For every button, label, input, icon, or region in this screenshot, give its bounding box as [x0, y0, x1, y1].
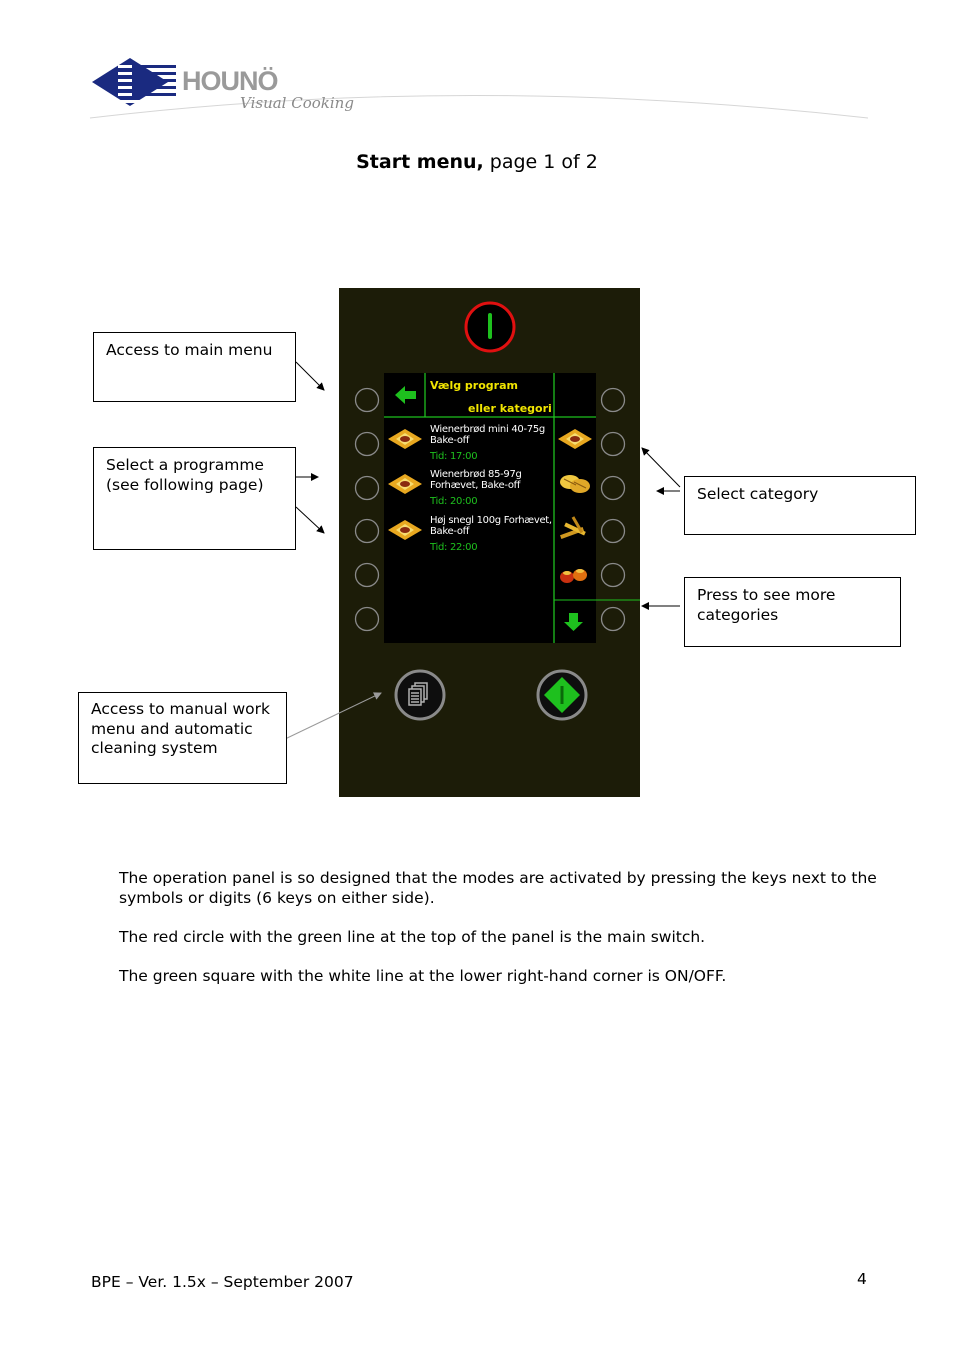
arrow-manual-menu [283, 693, 381, 740]
screen-heading-1: Vælg program [430, 379, 518, 392]
arrow-select-category-1 [642, 448, 680, 487]
callout-select-programme: Select a programme (see following page) [93, 447, 296, 550]
program-3-name[interactable]: Høj snegl 100g Forhævet, Bake-off [430, 515, 552, 537]
callout-main-menu: Access to main menu [93, 332, 296, 402]
footer-version: BPE – Ver. 1.5x – September 2007 [91, 1273, 354, 1291]
callout-select-category: Select category [684, 476, 916, 535]
page-title-bold: Start menu, [356, 151, 484, 173]
program-2-name[interactable]: Wienerbrød 85-97g Forhævet, Bake-off [430, 469, 522, 491]
logo-tagline: Visual Cooking [240, 94, 354, 112]
program-2-time: Tid: 20:00 [430, 496, 478, 507]
page-title-rest: page 1 of 2 [483, 151, 598, 173]
page-number: 4 [857, 1270, 867, 1288]
program-1-name[interactable]: Wienerbrød mini 40-75g Bake-off [430, 424, 545, 446]
paragraph-1: The operation panel is so designed that the modes are activated by pressing the keys next to the symbols or digits (6 keys on either side). [119, 869, 877, 907]
screen-heading-2: eller kategori [468, 402, 552, 415]
callout-more-categories: Press to see more categories [684, 577, 901, 647]
paragraph-2: The red circle with the green line at the top of the panel is the main switch. [119, 928, 706, 946]
program-1-time: Tid: 17:00 [430, 451, 478, 462]
logo-wordmark: HOUNÖ [182, 66, 278, 96]
program-3-time: Tid: 22:00 [430, 542, 478, 553]
paragraph-3: The green square with the white line at the lower right-hand corner is ON/OFF. [119, 967, 727, 985]
callout-manual-menu: Access to manual work menu and automatic cleaning system [78, 692, 287, 784]
arrow-main-menu [296, 362, 324, 390]
arrow-select-programme-2 [296, 507, 324, 533]
